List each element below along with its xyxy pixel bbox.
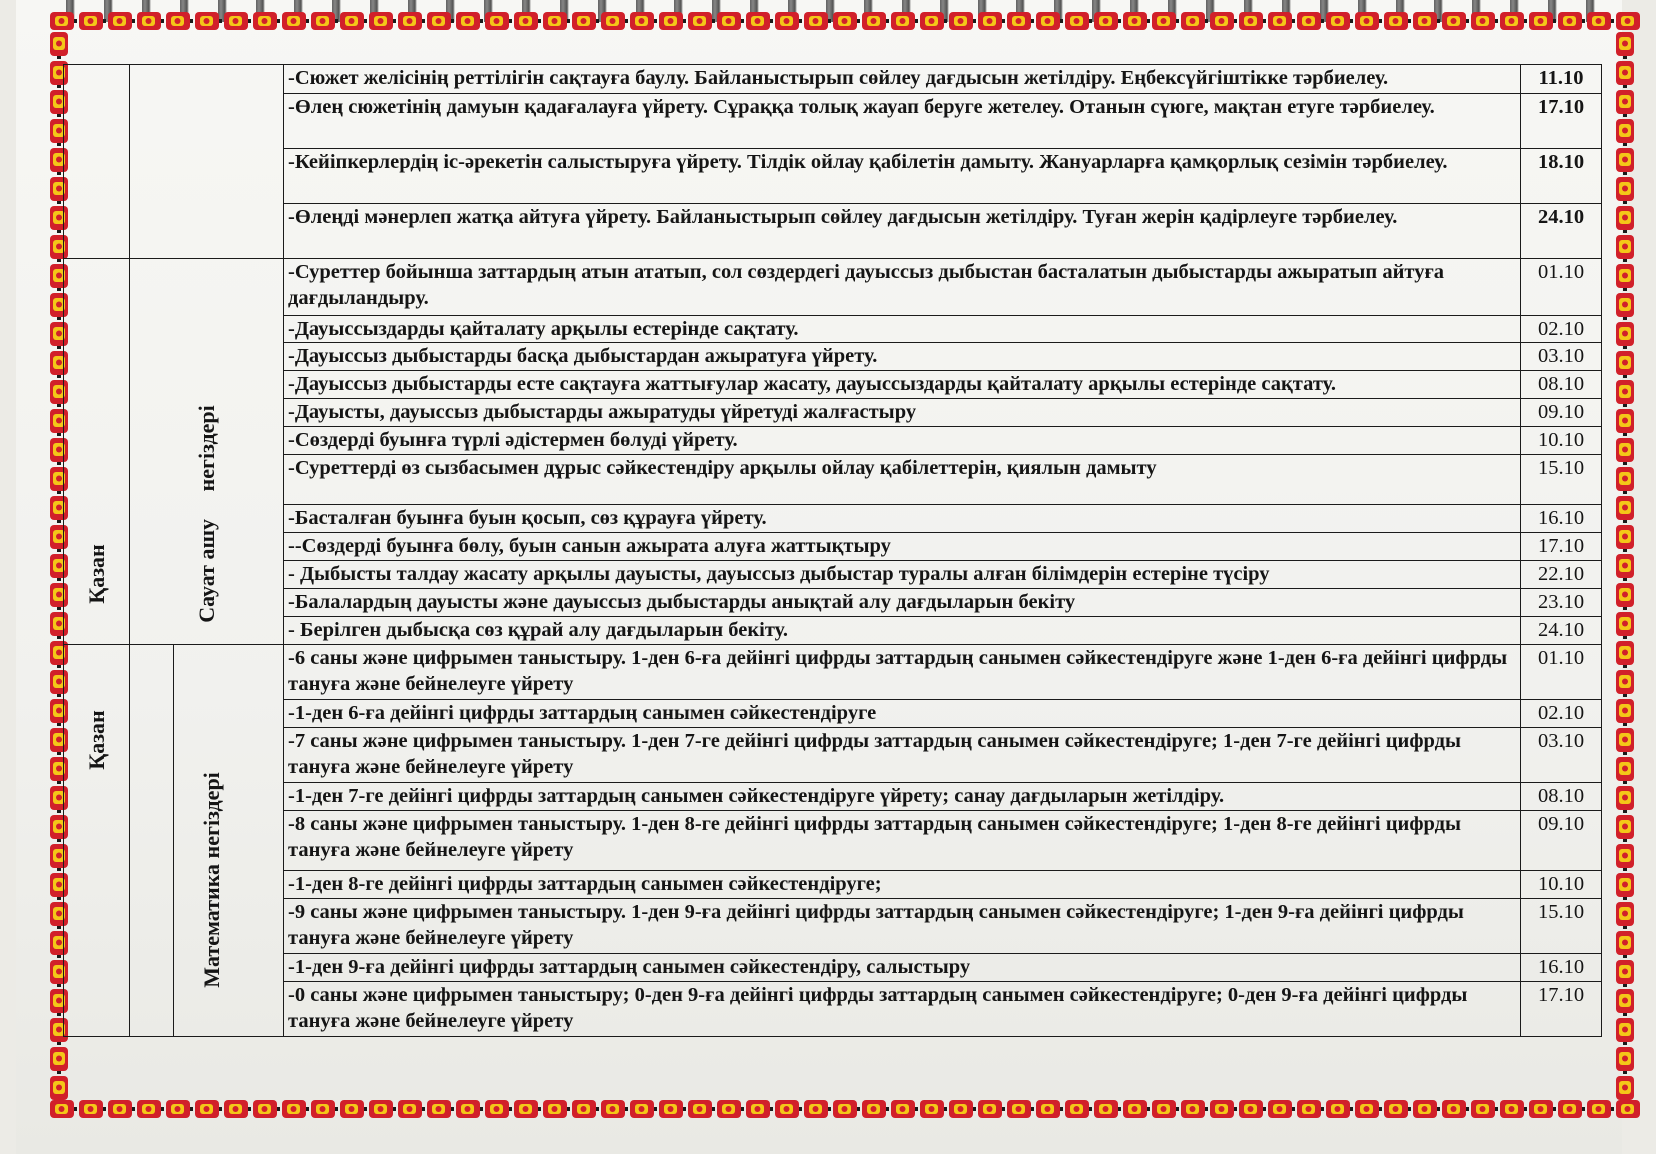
ornament-border-top	[48, 10, 1640, 32]
topic-cell: -Дауысты, дауыссыз дыбыстарды ажыратуды үйретуді жалғастыру	[284, 399, 1521, 427]
table-row	[64, 204, 1602, 259]
subject-label: Математика негіздері	[199, 772, 225, 988]
section-math-basics	[64, 645, 1602, 1037]
subject-cell	[130, 65, 284, 259]
topic-cell: -7 саны және цифрымен таныстыру. 1-ден 7-ге дейінгі цифрды заттардың санымен сәйкестендіруге; 1-ден 7-ге дейінгі цифрды тануға және бейнелеуге үйрету	[284, 728, 1521, 783]
table-row	[64, 783, 1602, 811]
date-cell: 11.10	[1521, 65, 1602, 94]
table-row	[64, 259, 1602, 316]
ornament-border-bottom	[48, 1098, 1640, 1120]
table-row	[64, 343, 1602, 371]
date-cell: 10.10	[1521, 871, 1602, 899]
ornament-border-right	[1614, 30, 1636, 1100]
month-cell	[64, 259, 130, 645]
table-row	[64, 728, 1602, 783]
topic-cell: - Дыбысты талдау жасату арқылы дауысты, дауыссыз дыбыстар туралы алған білімдерін естеріне түсіру	[284, 561, 1521, 589]
date-cell: 02.10	[1521, 700, 1602, 728]
table-row	[64, 65, 1602, 94]
topic-cell: -6 саны және цифрымен таныстыру. 1-ден 6-ға дейінгі цифрды заттардың санымен сәйкестендіруге және 1-ден 6-ға дейінгі цифрды тануға және бейнелеуге үйрету	[284, 645, 1521, 700]
month-label: Қазан	[83, 544, 109, 604]
topic-cell: - Берілген дыбысқа сөз құрай алу дағдыларын бекіту.	[284, 617, 1521, 645]
section-speech-development	[64, 65, 1602, 259]
date-cell: 15.10	[1521, 899, 1602, 954]
table-row	[64, 533, 1602, 561]
table-row	[64, 149, 1602, 204]
date-cell: 17.10	[1521, 982, 1602, 1037]
table-row	[64, 94, 1602, 149]
topic-cell: -8 саны және цифрымен таныстыру. 1-ден 8-ге дейінгі цифрды заттардың санымен сәйкестендіруге; 1-ден 8-ге дейінгі цифрды тануға және бейнелеуге үйрету	[284, 811, 1521, 871]
subject-cell	[174, 645, 284, 1037]
topic-cell: -Басталған буынға буын қосып, сөз құрауға үйрету.	[284, 505, 1521, 533]
table-row	[64, 617, 1602, 645]
table-row	[64, 954, 1602, 982]
date-cell: 03.10	[1521, 728, 1602, 783]
topic-cell: -Сөздерді буынға түрлі әдістермен бөлуді үйрету.	[284, 427, 1521, 455]
date-cell: 03.10	[1521, 343, 1602, 371]
topic-cell: -Дауыссыз дыбыстарды басқа дыбыстардан ажыратуға үйрету.	[284, 343, 1521, 371]
date-cell: 01.10	[1521, 645, 1602, 700]
table-row	[64, 505, 1602, 533]
topic-cell: -Суреттерді өз сызбасымен дұрыс сәйкестендіру арқылы ойлау қабілеттерін, қиялын дамыту	[284, 455, 1521, 505]
table-row	[64, 561, 1602, 589]
table-row	[64, 700, 1602, 728]
date-cell: 22.10	[1521, 561, 1602, 589]
date-cell: 09.10	[1521, 811, 1602, 871]
topic-cell: -1-ден 9-ға дейінгі цифрды заттардың санымен сәйкестендіру, салыстыру	[284, 954, 1521, 982]
curriculum-table	[63, 64, 1602, 1037]
topic-cell: --Сөздерді буынға бөлу, буын санын ажырата алуға жаттықтыру	[284, 533, 1521, 561]
table-row	[64, 399, 1602, 427]
date-cell: 17.10	[1521, 533, 1602, 561]
table-row	[64, 899, 1602, 954]
date-cell: 08.10	[1521, 783, 1602, 811]
date-cell: 10.10	[1521, 427, 1602, 455]
section-literacy-basics	[64, 259, 1602, 645]
topic-cell: -Кейіпкерлердің іс-әрекетін салыстыруға үйрету. Тілдік ойлау қабілетін дамыту. Жануарларға қамқорлық сезімін тәрбиелеу.	[284, 149, 1521, 204]
date-cell: 23.10	[1521, 589, 1602, 617]
table-row	[64, 871, 1602, 899]
topic-cell: -1-ден 7-ге дейінгі цифрды заттардың санымен сәйкестендіруге үйрету; санау дағдыларын жетілдіру.	[284, 783, 1521, 811]
table-row	[64, 589, 1602, 617]
date-cell: 09.10	[1521, 399, 1602, 427]
subject-cell	[130, 259, 284, 645]
month-cell	[64, 65, 130, 259]
table-row	[64, 427, 1602, 455]
topic-cell: -Дауыссыздарды қайталату арқылы естерінде сақтату.	[284, 316, 1521, 343]
table-row	[64, 811, 1602, 871]
topic-cell: -Өлең сюжетінің дамуын қадағалауға үйрету. Сұраққа толық жауап беруге жетелеу. Отанын сүюге, мақтан етуге тәрбиелеу.	[284, 94, 1521, 149]
topic-cell: -Сюжет желісінің реттілігін сақтауға баулу. Байланыстырып сөйлеу дағдысын жетілдіру. Еңбексүйгіштікке тәрбиелеу.	[284, 65, 1521, 94]
table-row	[64, 316, 1602, 343]
date-cell: 24.10	[1521, 617, 1602, 645]
month-label: Қазан	[83, 710, 109, 770]
topic-cell: -Суреттер бойынша заттардың атын ататып, сол сөздердегі дауыссыз дыбыстан басталатын дыбыстарды ажыратып айтуға дағдыландыру.	[284, 259, 1521, 316]
subject-label: Сауат ашу негіздері	[193, 405, 219, 623]
date-cell: 15.10	[1521, 455, 1602, 505]
topic-cell: -1-ден 6-ға дейінгі цифрды заттардың санымен сәйкестендіруге	[284, 700, 1521, 728]
table-row	[64, 371, 1602, 399]
topic-cell: -0 саны және цифрымен таныстыру; 0-ден 9-ға дейінгі цифрды заттардың санымен сәйкестендіруге; 0-ден 9-ға дейінгі цифрды тануға және бейнелеуге үйрету	[284, 982, 1521, 1037]
table-row	[64, 982, 1602, 1037]
topic-cell: -1-ден 8-ге дейінгі цифрды заттардың санымен сәйкестендіруге;	[284, 871, 1521, 899]
date-cell: 08.10	[1521, 371, 1602, 399]
table-row	[64, 645, 1602, 700]
date-cell: 16.10	[1521, 505, 1602, 533]
date-cell: 18.10	[1521, 149, 1602, 204]
topic-cell: -Дауыссыз дыбыстарды есте сақтауға жаттығулар жасату, дауыссыздарды қайталату арқылы естерінде сақтату.	[284, 371, 1521, 399]
subject-spacer-cell	[130, 645, 174, 1037]
topic-cell: -Балалардың дауысты және дауыссыз дыбыстарды анықтай алу дағдыларын бекіту	[284, 589, 1521, 617]
date-cell: 01.10	[1521, 259, 1602, 316]
date-cell: 16.10	[1521, 954, 1602, 982]
date-cell: 17.10	[1521, 94, 1602, 149]
date-cell: 24.10	[1521, 204, 1602, 259]
month-cell	[64, 645, 130, 1037]
topic-cell: -9 саны және цифрымен таныстыру. 1-ден 9-ға дейінгі цифрды заттардың санымен сәйкестендіруге; 1-ден 9-ға дейінгі цифрды тануға және бейнелеуге үйрету	[284, 899, 1521, 954]
topic-cell: -Өлеңді мәнерлеп жатқа айтуға үйрету. Байланыстырып сөйлеу дағдысын жетілдіру. Туған жерін қадірлеуге тәрбиелеу.	[284, 204, 1521, 259]
table-row	[64, 455, 1602, 505]
date-cell: 02.10	[1521, 316, 1602, 343]
